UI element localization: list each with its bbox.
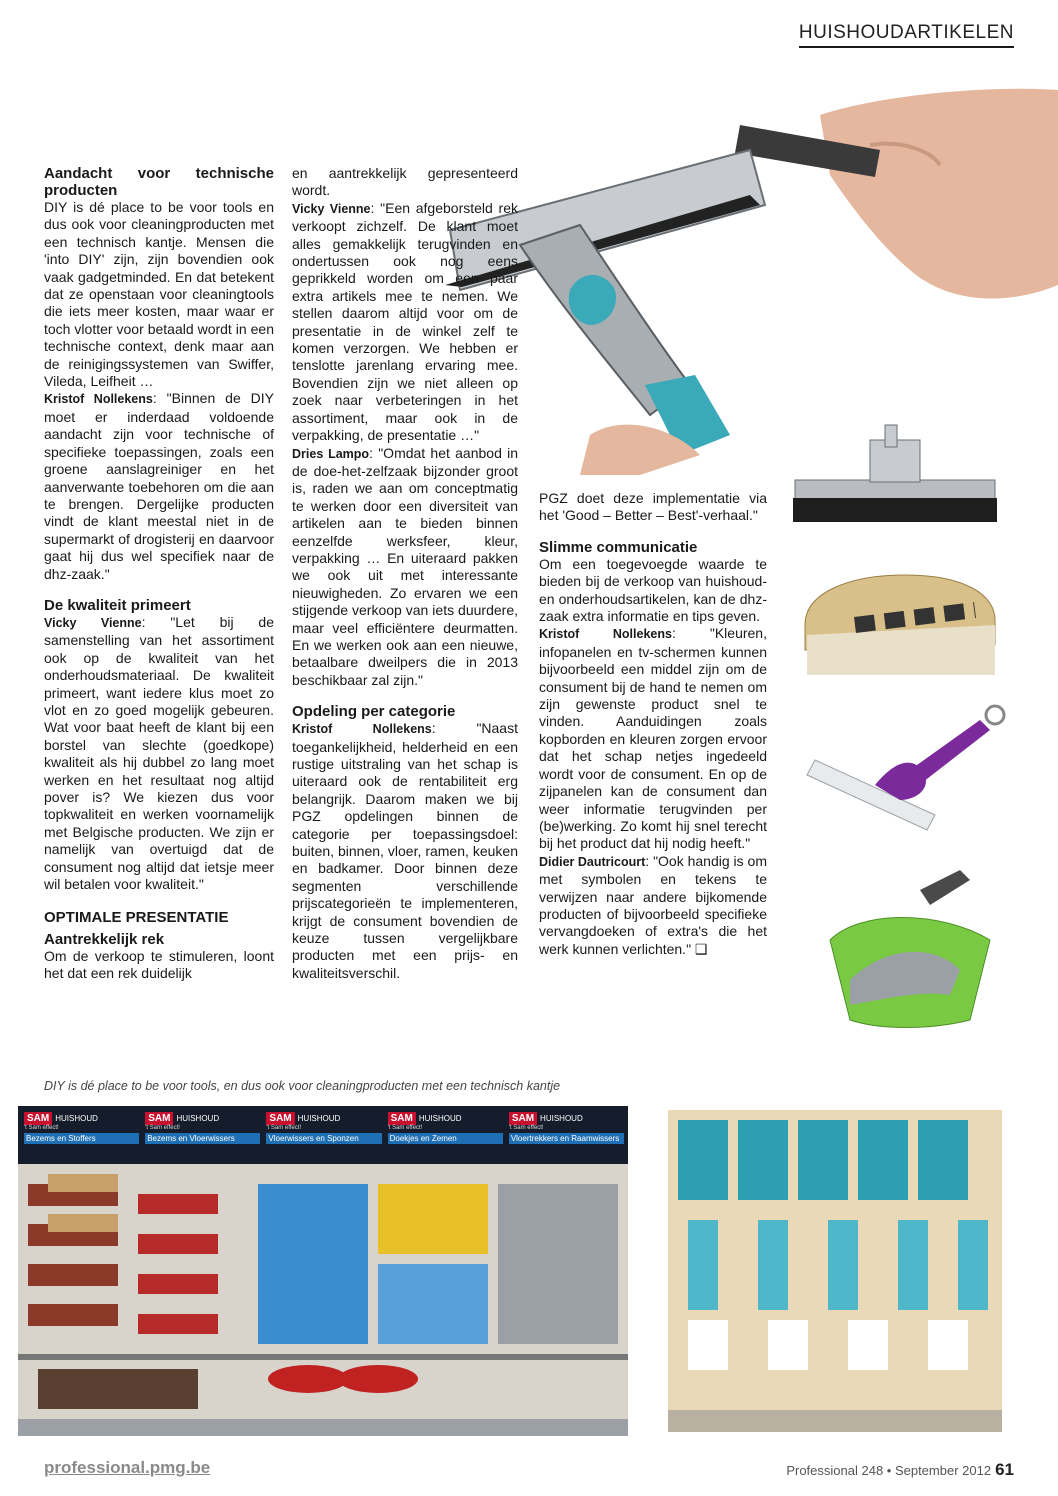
page-number: 61	[995, 1460, 1014, 1479]
sam-slogan: 't Sam effect!	[508, 1125, 544, 1131]
speaker-name: Dries Lampo	[292, 446, 370, 461]
speaker-name: Vicky Vienne	[292, 201, 371, 216]
quote-text: : "Naast toegankelijkheid, helderheid en een rustige uitstraling van het schap is uiteraard ook de rentabiliteit erg belangrijk. Daarom maken we bij PGZ opdelingen binnen de categorie per toepassingsdoel: buiten, binnen, vloer, ramen, keuken en badkamer. Door binnen deze segmenten verschillende prijscategorieën te implementeren, krijgt de consument bovendien de keuze tussen vergelijkbare producten met een prijs- en kwaliteitsverschil.	[292, 720, 518, 981]
sam-brand: SAM	[24, 1112, 52, 1125]
quote-paragraph	[539, 625, 767, 852]
squeegee-hand-photo	[430, 55, 1058, 475]
photo-caption: DIY is dé place to be voor tools, en dus ook voor cleaningproducten met een technisch kantje	[44, 1079, 561, 1093]
dustpan-brush-photo	[820, 870, 1010, 1040]
shelf-section: HUISHOUD	[418, 1114, 462, 1123]
shelf-section: HUISHOUD	[176, 1114, 220, 1123]
shelf-label	[266, 1112, 381, 1144]
shelf-label-text: Bezems en Stoffers	[24, 1133, 139, 1144]
speaker-name: Vicky Vienne	[44, 615, 142, 630]
paragraph: en aantrekkelijk gepresenteerd wordt.	[292, 165, 518, 199]
shelf-label	[388, 1112, 503, 1144]
paragraph: PGZ doet deze implementatie via het 'Good – Better – Best'-verhaal."	[539, 490, 767, 524]
sam-brand: SAM	[509, 1112, 537, 1125]
shelf-section: HUISHOUD	[540, 1114, 583, 1123]
floor-squeegee-photo	[785, 420, 1005, 530]
heading-rack: Aantrekkelijk rek	[44, 930, 165, 948]
quote-paragraph	[44, 390, 274, 582]
leifheit-panel-photo	[668, 1110, 1002, 1432]
paragraph: Om een toegevoegde waarde te bieden bij de verkoop van huishoud- en onderhoudsartikelen, kan de dhz-zaak extra informatie en tips geven.	[539, 555, 767, 625]
window-wiper-photo	[805, 700, 1015, 835]
quote-text: : "Een afgeborsteld rek verkoopt zichzelf. De klant moet alles gemakkelijk terugvinden en ondertussen ook nog eens geprikkeld worden om een paar extra artikels mee te nemen. We stellen daarom altijd voor om de presentatie in de winkel zelf te komen verzorgen. We hebben er tenslotte jarenlang ervaring mee. Bovendien zijn we niet alleen op zoek naar verbeteringen in het assortiment, maar ook in de verpakking, de presentatie …"	[292, 199, 518, 444]
heading-quality: De kwaliteit primeert	[44, 596, 191, 614]
issue-info: Professional 248 • September 2012	[786, 1463, 992, 1478]
quote-paragraph	[292, 720, 518, 982]
shelf-section: HUISHOUD	[297, 1114, 341, 1123]
quote-text: : "Binnen de DIY moet er inderdaad voldoende aandacht zijn voor technische of specifieke toepassingen, zoals een groene aanslagreiniger en het aanverwante toebehoren om die aan te brengen. Dergelijke producten vindt de klant meestal niet in de supermarkt of drogisterij en daarvoor gaat hij dus wel specifiek naar de dhz-zaak."	[44, 390, 274, 582]
shelf-products-graphic	[18, 1164, 628, 1436]
shelf-label-text: Vloerwissers en Sponzen	[266, 1133, 381, 1144]
speaker-name: Kristof Nollekens	[292, 722, 432, 737]
sam-brand: SAM	[266, 1112, 294, 1125]
footer-website[interactable]: professional.pmg.be	[44, 1458, 211, 1477]
scrub-brush-photo	[795, 565, 1005, 680]
sam-logo	[266, 1112, 381, 1125]
shelf-label	[24, 1112, 139, 1144]
sam-brand: SAM	[388, 1112, 416, 1125]
shelf-label-text: Bezems en Vloerwissers	[145, 1133, 260, 1144]
sam-slogan: 't Sam effect!	[387, 1125, 423, 1131]
column-3	[539, 490, 767, 958]
quote-text: : "Kleuren, infopanelen en tv-schermen kunnen bijvoorbeeld een middel zijn om de consument bij de hand te nemen om zijn gewenste product snel te vinden. Aanduidingen zoals kopborden en kleuren zorgen ervoor dat het schap netjes ingedeeld wordt voor de consument. En op de zijpanelen kan de consument dan weer informatie terugvinden per (be)werking. Zo komt hij snel terecht bij het product dat hij nodig heeft."	[539, 625, 767, 852]
section-tag: HUISHOUDARTIKELEN	[799, 22, 1014, 48]
quote-text: : "Ook handig is om met symbolen en tekens te verwijzen naar andere bijkomende producten of bijvoorbeeld specifieke vervangdoeken of extra's die het werk kunnen verlichten." ❑	[539, 852, 767, 957]
paragraph: DIY is dé place to be voor tools en dus ook voor cleaningproducten met een technisch kantje. Mensen die 'into DIY' zijn, zijn bovendien ook vaak gadgetminded. En dat betekent dat ze openstaan voor cleaningtools die iets meer kosten, maar waar er toch vlotter voor betaald wordt in een technische context, denk maar aan de reinigingssystemen van Swiffer, Vileda, Leifheit …	[44, 199, 274, 390]
sam-logo	[145, 1112, 260, 1125]
heading-communication: Slimme communicatie	[539, 538, 698, 556]
quote-paragraph	[539, 853, 767, 958]
sam-brand: SAM	[145, 1112, 173, 1125]
heading-presentation: OPTIMALE PRESENTATIE	[44, 909, 229, 927]
quote-text: : "Let bij de samenstelling van het assortiment ook op de kwaliteit van het onderhoudsmateriaal. De kwaliteit primeert, want iedere klus moet zo vlot en zo goed mogelijk gebeuren. Wat voor baat heeft de klant bij een borstel van slechte (goedkope) kwaliteit als hij dubbel zo lang moet werken en het resultaat nog altijd pover is? We kiezen dus voor topkwaliteit en werken voornamelijk met Belgische producten. We zijn er namelijk van overtuigd dat de consument nog altijd dat ietsje meer wil betalen voor kwaliteit."	[44, 613, 274, 893]
speaker-name: Kristof Nollekens	[44, 392, 153, 407]
speaker-name: Kristof Nollekens	[539, 627, 672, 642]
quote-paragraph	[292, 200, 518, 445]
quote-text: : "Omdat het aanbod in de doe-het-zelfzaak bijzonder groot is, raden we aan om conceptmatig te werken door een diversiteit van artikelen aan te bieden binnen eenzelfde werksfeer, kleur, verpakking … En uiteraard pakken we ook uit met interessante nieuwigheden. Zo ervaren we een stijgende verkoop van iets duurdere, maar veel efficiëntere deurmatten. En we werken ook aan een nieuwe, betaalbare dweilpers die in 2013 beschikbaar zal zijn."	[292, 444, 518, 688]
sam-logo	[509, 1112, 624, 1125]
shelf-labels	[24, 1112, 624, 1144]
shelf-section: HUISHOUD	[55, 1114, 98, 1123]
sam-slogan: 't Sam effect!	[266, 1125, 302, 1131]
sam-slogan: 't Sam effect!	[145, 1125, 180, 1131]
paragraph: Om de verkoop te stimuleren, loont het dat een rek duidelijk	[44, 947, 274, 982]
sam-logo	[388, 1112, 503, 1125]
shelf-label-text: Doekjes en Zemen	[388, 1133, 503, 1144]
quote-paragraph	[44, 614, 274, 894]
column-2	[292, 165, 518, 982]
shelf-label-text: Vloertrekkers en Raamwissers	[509, 1133, 624, 1144]
shelf-label	[145, 1112, 260, 1144]
column-1	[44, 165, 274, 983]
speaker-name: Didier Dautricourt	[539, 854, 646, 869]
sam-logo	[24, 1112, 139, 1125]
footer-issue	[786, 1460, 1014, 1480]
quote-paragraph	[292, 445, 518, 690]
shelf-label	[509, 1112, 624, 1144]
heading-category: Opdeling per categorie	[292, 703, 456, 721]
heading-technical: Aandacht voor technische producten	[44, 165, 274, 199]
sam-slogan: 't Sam effect!	[24, 1125, 59, 1131]
shelf-photo	[18, 1106, 628, 1436]
